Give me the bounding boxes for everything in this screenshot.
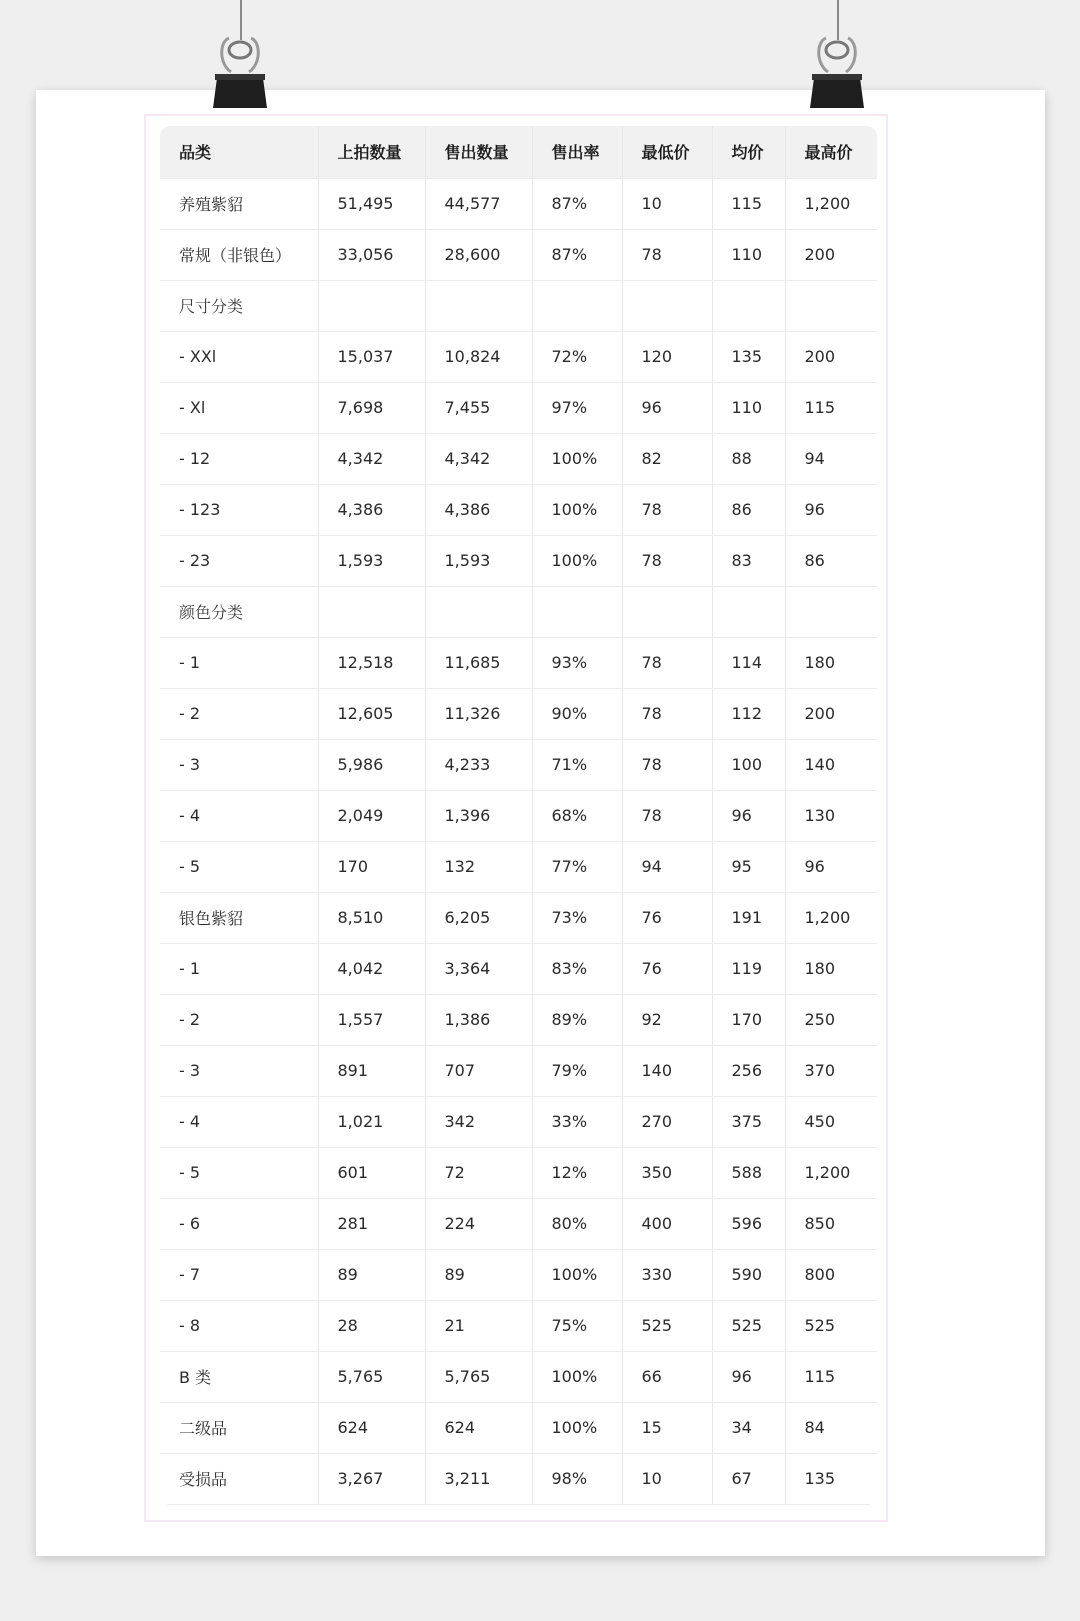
cell-listed: 3,267	[318, 1453, 425, 1504]
cell-avg: 86	[712, 484, 785, 535]
cell-min: 92	[622, 994, 712, 1045]
cell-max: 800	[785, 1249, 877, 1300]
cell-sold: 44,577	[425, 178, 532, 229]
header-listed-count: 上拍数量	[318, 126, 425, 178]
cell-listed	[318, 586, 425, 637]
cell-category: 二级品	[160, 1402, 318, 1453]
cell-sold	[425, 586, 532, 637]
table-row	[160, 229, 877, 280]
cell-category: - 3	[160, 739, 318, 790]
binder-clip-left-icon	[211, 34, 269, 108]
cell-listed: 5,986	[318, 739, 425, 790]
cell-category: - 12	[160, 433, 318, 484]
cell-max: 115	[785, 1351, 877, 1402]
auction-table-container	[160, 126, 877, 1505]
table-row	[160, 841, 877, 892]
cell-avg	[712, 280, 785, 331]
cell-listed: 4,386	[318, 484, 425, 535]
cell-max: 94	[785, 433, 877, 484]
table-row	[160, 331, 877, 382]
cell-max: 200	[785, 331, 877, 382]
cell-listed: 12,605	[318, 688, 425, 739]
cell-category: B 类	[160, 1351, 318, 1402]
header-sold-count: 售出数量	[425, 126, 532, 178]
cell-category: - 8	[160, 1300, 318, 1351]
cell-rate: 97%	[532, 382, 622, 433]
cell-avg: 110	[712, 382, 785, 433]
cell-rate: 77%	[532, 841, 622, 892]
cell-listed: 8,510	[318, 892, 425, 943]
cell-min: 82	[622, 433, 712, 484]
cell-sold: 72	[425, 1147, 532, 1198]
table-row	[160, 1198, 877, 1249]
table-row	[160, 535, 877, 586]
cell-avg: 135	[712, 331, 785, 382]
cell-max	[785, 280, 877, 331]
cell-listed: 281	[318, 1198, 425, 1249]
cell-min: 525	[622, 1300, 712, 1351]
header-avg-price: 均价	[712, 126, 785, 178]
cell-avg: 96	[712, 790, 785, 841]
cell-listed: 7,698	[318, 382, 425, 433]
cell-rate: 71%	[532, 739, 622, 790]
header-max-price: 最高价	[785, 126, 877, 178]
table-header-row	[160, 126, 877, 178]
cell-min: 78	[622, 484, 712, 535]
table-row	[160, 739, 877, 790]
header-category: 品类	[160, 126, 318, 178]
cell-rate	[532, 280, 622, 331]
cell-category: 养殖紫貂	[160, 178, 318, 229]
cell-max: 180	[785, 943, 877, 994]
cell-min: 10	[622, 1453, 712, 1504]
cell-rate: 100%	[532, 433, 622, 484]
cell-category: - 3	[160, 1045, 318, 1096]
cell-avg: 170	[712, 994, 785, 1045]
cell-sold: 132	[425, 841, 532, 892]
cell-listed: 1,021	[318, 1096, 425, 1147]
cell-rate: 87%	[532, 178, 622, 229]
table-row	[160, 1045, 877, 1096]
table-row	[160, 178, 877, 229]
cell-min: 66	[622, 1351, 712, 1402]
cell-avg: 34	[712, 1402, 785, 1453]
table-row	[160, 382, 877, 433]
cell-max: 115	[785, 382, 877, 433]
table-row	[160, 790, 877, 841]
cell-sold: 224	[425, 1198, 532, 1249]
cell-max: 200	[785, 688, 877, 739]
cell-category: - 2	[160, 994, 318, 1045]
cell-max	[785, 586, 877, 637]
cell-avg: 596	[712, 1198, 785, 1249]
cell-category: - Xl	[160, 382, 318, 433]
cell-avg: 67	[712, 1453, 785, 1504]
cell-listed: 1,557	[318, 994, 425, 1045]
cell-rate: 12%	[532, 1147, 622, 1198]
header-min-price: 最低价	[622, 126, 712, 178]
cell-avg: 95	[712, 841, 785, 892]
cell-rate: 100%	[532, 484, 622, 535]
cell-sold: 5,765	[425, 1351, 532, 1402]
table-row	[160, 1453, 877, 1504]
table-row	[160, 586, 877, 637]
cell-min: 10	[622, 178, 712, 229]
table-row	[160, 484, 877, 535]
table-row	[160, 1096, 877, 1147]
cell-sold: 89	[425, 1249, 532, 1300]
cell-rate: 93%	[532, 637, 622, 688]
cell-max: 525	[785, 1300, 877, 1351]
cell-min: 140	[622, 1045, 712, 1096]
cell-min: 78	[622, 790, 712, 841]
cell-sold: 7,455	[425, 382, 532, 433]
cell-sold: 11,326	[425, 688, 532, 739]
cell-avg: 110	[712, 229, 785, 280]
cell-rate: 68%	[532, 790, 622, 841]
cell-min	[622, 586, 712, 637]
cell-max: 96	[785, 484, 877, 535]
table-row	[160, 688, 877, 739]
cell-max: 250	[785, 994, 877, 1045]
cell-avg: 256	[712, 1045, 785, 1096]
cell-listed	[318, 280, 425, 331]
cell-category: - 1	[160, 637, 318, 688]
cell-avg: 588	[712, 1147, 785, 1198]
cell-avg: 88	[712, 433, 785, 484]
table-row	[160, 637, 877, 688]
cell-sold: 21	[425, 1300, 532, 1351]
cell-category: - 4	[160, 790, 318, 841]
cell-rate: 100%	[532, 1402, 622, 1453]
cell-avg: 191	[712, 892, 785, 943]
cell-min: 78	[622, 229, 712, 280]
cell-rate: 80%	[532, 1198, 622, 1249]
cell-listed: 33,056	[318, 229, 425, 280]
cell-listed: 12,518	[318, 637, 425, 688]
cell-avg: 112	[712, 688, 785, 739]
cell-min: 76	[622, 892, 712, 943]
cell-max: 96	[785, 841, 877, 892]
cell-category: 银色紫貂	[160, 892, 318, 943]
cell-listed: 4,342	[318, 433, 425, 484]
cell-max: 180	[785, 637, 877, 688]
cell-max: 850	[785, 1198, 877, 1249]
cell-avg: 96	[712, 1351, 785, 1402]
cell-listed: 89	[318, 1249, 425, 1300]
cell-rate: 100%	[532, 535, 622, 586]
cell-min: 15	[622, 1402, 712, 1453]
cell-listed: 28	[318, 1300, 425, 1351]
header-sell-through-rate: 售出率	[532, 126, 622, 178]
cell-avg: 590	[712, 1249, 785, 1300]
cell-listed: 601	[318, 1147, 425, 1198]
cell-category: 受损品	[160, 1453, 318, 1504]
auction-results-table	[160, 126, 877, 1505]
cell-sold: 624	[425, 1402, 532, 1453]
cell-rate: 33%	[532, 1096, 622, 1147]
cell-max: 1,200	[785, 1147, 877, 1198]
cell-min: 78	[622, 739, 712, 790]
cell-category: - 5	[160, 841, 318, 892]
cell-category: - 4	[160, 1096, 318, 1147]
cell-sold: 1,396	[425, 790, 532, 841]
cell-max: 86	[785, 535, 877, 586]
cell-category: - 23	[160, 535, 318, 586]
cell-sold: 4,233	[425, 739, 532, 790]
cell-max: 1,200	[785, 892, 877, 943]
table-row	[160, 280, 877, 331]
table-row	[160, 433, 877, 484]
cell-avg: 375	[712, 1096, 785, 1147]
cell-listed: 2,049	[318, 790, 425, 841]
cell-sold: 11,685	[425, 637, 532, 688]
cell-sold: 4,386	[425, 484, 532, 535]
cell-sold: 342	[425, 1096, 532, 1147]
cell-max: 135	[785, 1453, 877, 1504]
cell-rate: 100%	[532, 1249, 622, 1300]
cell-listed: 891	[318, 1045, 425, 1096]
cell-listed: 624	[318, 1402, 425, 1453]
cell-category: - 2	[160, 688, 318, 739]
cell-max: 450	[785, 1096, 877, 1147]
cell-rate: 98%	[532, 1453, 622, 1504]
cell-rate	[532, 586, 622, 637]
cell-min: 78	[622, 535, 712, 586]
cell-rate: 72%	[532, 331, 622, 382]
cell-min: 96	[622, 382, 712, 433]
cell-sold	[425, 280, 532, 331]
cell-sold: 1,386	[425, 994, 532, 1045]
table-row	[160, 1351, 877, 1402]
cell-sold: 10,824	[425, 331, 532, 382]
cell-avg: 83	[712, 535, 785, 586]
cell-avg: 525	[712, 1300, 785, 1351]
cell-category: 颜色分类	[160, 586, 318, 637]
table-row	[160, 943, 877, 994]
cell-rate: 73%	[532, 892, 622, 943]
cell-avg: 100	[712, 739, 785, 790]
cell-min: 76	[622, 943, 712, 994]
cell-sold: 3,211	[425, 1453, 532, 1504]
cell-category: - 6	[160, 1198, 318, 1249]
cell-sold: 28,600	[425, 229, 532, 280]
cell-listed: 1,593	[318, 535, 425, 586]
table-row	[160, 1147, 877, 1198]
table-row	[160, 892, 877, 943]
cell-avg: 115	[712, 178, 785, 229]
cell-avg: 119	[712, 943, 785, 994]
cell-min: 350	[622, 1147, 712, 1198]
cell-listed: 15,037	[318, 331, 425, 382]
table-row	[160, 1249, 877, 1300]
cell-avg	[712, 586, 785, 637]
cell-min: 400	[622, 1198, 712, 1249]
cell-category: 常规（非银色）	[160, 229, 318, 280]
cell-rate: 75%	[532, 1300, 622, 1351]
cell-sold: 707	[425, 1045, 532, 1096]
cell-listed: 4,042	[318, 943, 425, 994]
table-row	[160, 994, 877, 1045]
cell-category: 尺寸分类	[160, 280, 318, 331]
cell-listed: 170	[318, 841, 425, 892]
cell-rate: 79%	[532, 1045, 622, 1096]
cell-min	[622, 280, 712, 331]
cell-max: 130	[785, 790, 877, 841]
cell-category: - XXl	[160, 331, 318, 382]
cell-rate: 100%	[532, 1351, 622, 1402]
cell-min: 120	[622, 331, 712, 382]
cell-sold: 3,364	[425, 943, 532, 994]
cell-category: - 5	[160, 1147, 318, 1198]
cell-category: - 1	[160, 943, 318, 994]
cell-max: 84	[785, 1402, 877, 1453]
cell-sold: 6,205	[425, 892, 532, 943]
cell-min: 78	[622, 688, 712, 739]
cell-max: 140	[785, 739, 877, 790]
cell-category: - 7	[160, 1249, 318, 1300]
cell-max: 370	[785, 1045, 877, 1096]
cell-min: 94	[622, 841, 712, 892]
cell-category: - 123	[160, 484, 318, 535]
cell-min: 330	[622, 1249, 712, 1300]
binder-clip-right-icon	[808, 34, 866, 108]
table-row	[160, 1402, 877, 1453]
cell-rate: 83%	[532, 943, 622, 994]
cell-avg: 114	[712, 637, 785, 688]
cell-sold: 1,593	[425, 535, 532, 586]
cell-max: 1,200	[785, 178, 877, 229]
table-row	[160, 1300, 877, 1351]
cell-min: 270	[622, 1096, 712, 1147]
cell-rate: 87%	[532, 229, 622, 280]
cell-sold: 4,342	[425, 433, 532, 484]
cell-max: 200	[785, 229, 877, 280]
cell-listed: 5,765	[318, 1351, 425, 1402]
cell-listed: 51,495	[318, 178, 425, 229]
cell-rate: 89%	[532, 994, 622, 1045]
cell-min: 78	[622, 637, 712, 688]
cell-rate: 90%	[532, 688, 622, 739]
